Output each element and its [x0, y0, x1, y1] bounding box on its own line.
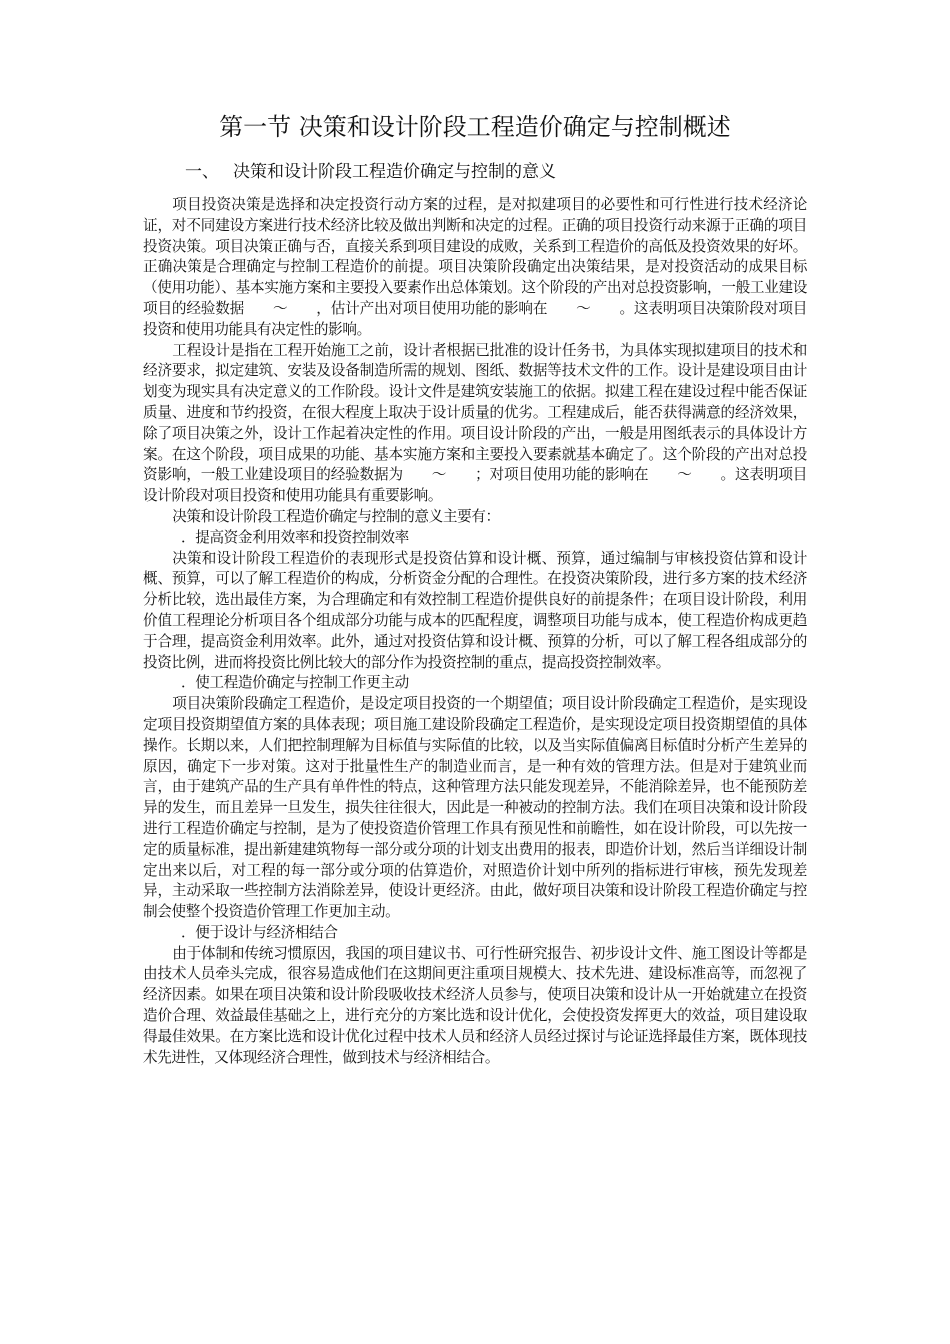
- paragraph: 决策和设计阶段工程造价确定与控制的意义主要有：: [172, 507, 500, 525]
- paragraph: 决策和设计阶段工程造价的表现形式是投资估算和设计概、预算，通过编制与审核投资估算和设计概、预算，可以了解工程造价的构成，分析资金分配的合理性。在投资决策阶段，进行多方案的技术经济分析比较，选出最佳方案，为合理确定和有效控制工程造价提供良好的前提条件；在项目设计阶段，利用价值工程理论分析项目各个组成部分功能与成本的匹配程度，调整项目功能与成本，使工程造价构成更趋于合理，提高资金利用效率。此外，通过对投资估算和设计概、预算的分析，可以了解工程各组成部分的投资比例，进而将投资比例比较大的部分作为投资控制的重点，提高投资控制效率。: [143, 549, 807, 671]
- numbered-item-heading: ．便于设计与经济相结合: [180, 923, 338, 941]
- section-heading-text: 决策和设计阶段工程造价确定与控制的意义: [233, 162, 556, 182]
- chapter-title: 第一节 决策和设计阶段工程造价确定与控制概述: [219, 113, 731, 141]
- numbered-item-heading: ．使工程造价确定与控制工作更主动: [180, 674, 409, 692]
- section-number: 一、: [185, 162, 219, 182]
- paragraph: 工程设计是指在工程开始施工之前，设计者根据已批准的设计任务书，为具体实现拟建项目的技术和经济要求，拟定建筑、安装及设备制造所需的规划、图纸、数据等技术文件的工作。设计是建设项目由计划变为现实具有决定意义的工作阶段。设计文件是建筑安装施工的依据。拟建工程在建设过程中能否保证质量、进度和节约投资，在很大程度上取决于设计质量的优劣。工程建成后，能否获得满意的经济效果，除了项目决策之外，设计工作起着决定性的作用。项目设计阶段的产出，一般是用图纸表示的具体设计方案。在这个阶段，项目成果的功能、基本实施方案和主要投入要素就基本确定了。这个阶段的产出对总投资影响，一般工业建设项目的经验数据为 ～ ；对项目使用功能的影响在 ～ 。这表明项目设计阶段对项目投资和使用功能具有重要影响。: [143, 341, 807, 505]
- numbered-item-heading: ．提高资金利用效率和投资控制效率: [180, 528, 409, 546]
- paragraph: 项目决策阶段确定工程造价，是设定项目投资的一个期望值；项目设计阶段确定工程造价，是实现设定项目投资期望值方案的具体表现；项目施工建设阶段确定工程造价，是实现设定项目投资期望值的具体操作。长期以来，人们把控制理解为目标值与实际值的比较，以及当实际值偏离目标值时分析产生差异的原因，确定下一步对策。这对于批量性生产的制造业而言，是一种有效的管理方法。但是对于建筑业而言，由于建筑产品的生产具有单件性的特点，这种管理方法只能发现差异，不能消除差异，也不能预防差异的发生，而且差异一旦发生，损失往往很大，因此是一种被动的控制方法。我们在项目决策和设计阶段进行工程造价确定与控制，是为了使投资造价管理工作具有预见性和前瞻性，如在设计阶段，可以先按一定的质量标准，提出新建建筑物每一部分或分项的计划支出费用的报表，即造价计划，然后当详细设计制定出来以后，对工程的每一部分或分项的估算造价，对照造价计划中所列的指标进行审核，预先发现差异，主动采取一些控制方法消除差异，使设计更经济。由此，做好项目决策和设计阶段工程造价确定与控制会使整个投资造价管理工作更加主动。: [143, 695, 807, 921]
- paragraph: 由于体制和传统习惯原因，我国的项目建议书、可行性研究报告、初步设计文件、施工图设计等都是由技术人员牵头完成，很容易造成他们在这期间更注重项目规模大、技术先进、建设标准高等，而忽视了经济因素。如果在项目决策和设计阶段吸收技术经济人员参与，使项目决策和设计从一开始就建立在投资造价合理、效益最佳基础之上，进行充分的方案比选和设计优化，会使投资发挥更大的效益，项目建设取得最佳效果。在方案比选和设计优化过程中技术人员和经济人员经过探讨与论证选择最佳方案，既体现技术先进性，又体现经济合理性，做到技术与经济相结合。: [143, 944, 807, 1066]
- paragraph: 项目投资决策是选择和决定投资行动方案的过程，是对拟建项目的必要性和可行性进行技术经济论证，对不同建设方案进行技术经济比较及做出判断和决定的过程。正确的项目投资行动来源于正确的项目投资决策。项目决策正确与否，直接关系到项目建设的成败，关系到工程造价的高低及投资效果的好坏。正确决策是合理确定与控制工程造价的前提。项目决策阶段确定出决策结果，是对投资活动的成果目标（使用功能）、基本实施方案和主要投入要素作出总体策划。这个阶段的产出对总投资影响，一般工业建设项目的经验数据 ～ ，估计产出对项目使用功能的影响在 ～ 。这表明项目决策阶段对项目投资和使用功能具有决定性的影响。: [143, 196, 807, 338]
- section-heading: [185, 160, 556, 184]
- body-text: [143, 195, 807, 1068]
